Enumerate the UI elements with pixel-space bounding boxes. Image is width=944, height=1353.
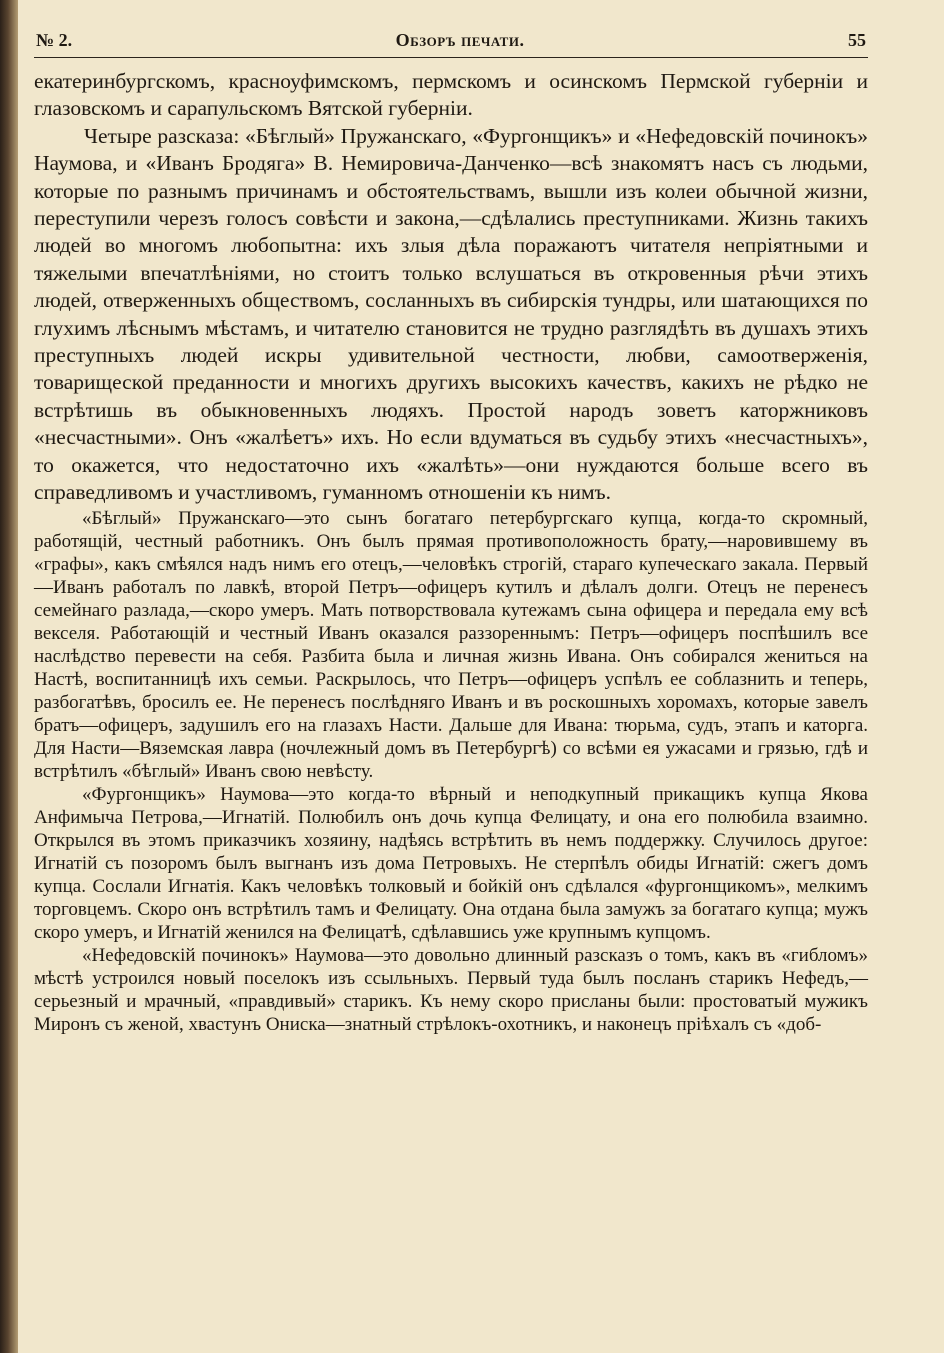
paragraph: екатеринбургскомъ, красноуфимскомъ, пермскомъ и осинскомъ Пермской губерніи и глазовскомъ и сарапульскомъ Вятской губерніи. [34, 69, 868, 121]
page-number: 55 [848, 30, 866, 50]
running-header [34, 30, 868, 57]
section-title: Обзоръ печати. [395, 30, 525, 50]
header-rule [34, 57, 868, 58]
page [34, 30, 868, 1036]
paragraph: Четыре разсказа: «Бѣглый» Пружанскаго, «Фургонщикъ» и «Нефедовскій починокъ» Наумова, и «Иванъ Бродяга» В. Немировича-Данченко—всѣ знакомятъ насъ съ людьми, которые по разнымъ причинамъ и обстоятельствамъ, вышли изъ колеи обычной жизни, переступили черезъ голосъ совѣсти и закона,—сдѣлались преступниками. Жизнь такихъ людей во многомъ любопытна: ихъ злыя дѣла поражаютъ читателя непріятными и тяжелыми впечатлѣніями, но стоитъ только вслушаться въ откровенныя рѣчи этихъ людей, отверженныхъ обществомъ, сосланныхъ въ сибирскія тундры, или шатающихся по глухимъ лѣснымъ мѣстамъ, и читателю становится не трудно разглядѣть въ душахъ этихъ преступныхъ людей искры удивительной честности, любви, самоотверженія, товарищеской преданности и многихъ другихъ высокихъ качествъ, какихъ не рѣдко не встрѣтишь въ обыкновенныхъ людяхъ. Простой народъ зоветъ каторжниковъ «несчастными». Онъ «жалѣетъ» ихъ. Но если вдуматься въ судьбу этихъ «несчастныхъ», то окажется, что недостаточно ихъ «жалѣть»—они нуждаются больше всего въ справедливомъ и участливомъ, гуманномъ отношеніи къ нимъ. [34, 123, 868, 505]
review-text [34, 507, 868, 1036]
book-binding [0, 0, 18, 1353]
paragraph: «Фургонщикъ» Наумова—это когда-то вѣрный и неподкупный прикащикъ купца Якова Анфимыча Петрова,—Игнатій. Полюбилъ онъ дочь купца Фелицату, и она его полюбила взаимно. Открылся въ этомъ приказчикъ хозяину, надѣясь встрѣтить въ немъ поддержку. Случилось другое: Игнатій съ позоромъ былъ выгнанъ изъ дома Петровыхъ. Не стерпѣлъ обиды Игнатій: сжегъ домъ купца. Сослали Игнатія. Какъ человѣкъ толковый и бойкій онъ сдѣлался «фургонщикомъ», мелкимъ торговцемъ. Скоро онъ встрѣтилъ тамъ и Фелицату. Она отдана была замужъ за богатаго купца; мужъ скоро умеръ, и Игнатій женился на Фелицатѣ, сдѣлавшись уже крупнымъ купцомъ. [34, 783, 868, 943]
issue-number: № 2. [36, 30, 73, 50]
main-text [34, 68, 868, 507]
paragraph: «Бѣглый» Пружанскаго—это сынъ богатаго петербургскаго купца, когда-то скромный, работящій, честный работникъ. Онъ былъ прямая противоположность брату,—наровившему въ «графы», какъ смѣялся надъ нимъ его отецъ,—человѣкъ строгій, стараго купеческаго закала. Первый—Иванъ работалъ по лавкѣ, второй Петръ—офицеръ кутилъ и дѣлалъ долги. Отецъ не перенесъ семейнаго разлада,—скоро умеръ. Мать потворствовала кутежамъ сына офицера и передала ему всѣ векселя. Работающій и честный Иванъ оказался раззореннымъ: Петръ—офицеръ поспѣшилъ все наслѣдство перевести на себя. Разбита была и личная жизнь Ивана. Онъ собирался жениться на Настѣ, воспитанницѣ ихъ семьи. Раскрылось, что Петръ—офицеръ успѣлъ ее соблазнить и теперь, разбогатѣвъ, бросилъ ее. Не перенесъ послѣдняго Иванъ и въ роскошныхъ хоромахъ, которые завелъ братъ—офицеръ, задушилъ его на глазахъ Насти. Дальше для Ивана: тюрьма, судъ, этапъ и каторга. Для Насти—Вяземская лавра (ночлежный домъ въ Петербургѣ) со всѣми ея ужасами и грязью, гдѣ и встрѣтилъ «бѣглый» Иванъ свою невѣсту. [34, 507, 868, 782]
paragraph: «Нефедовскій починокъ» Наумова—это довольно длинный разсказъ о томъ, какъ въ «гибломъ» мѣстѣ устроился новый поселокъ изъ ссыльныхъ. Первый туда былъ посланъ старикъ Нефедъ,—серьезный и мрачный, «правдивый» старикъ. Къ нему скоро присланы были: простоватый мужикъ Миронъ съ женой, хвастунъ Ониска—знатный стрѣлокъ-охотникъ, и наконецъ пріѣхалъ съ «доб- [34, 944, 868, 1035]
